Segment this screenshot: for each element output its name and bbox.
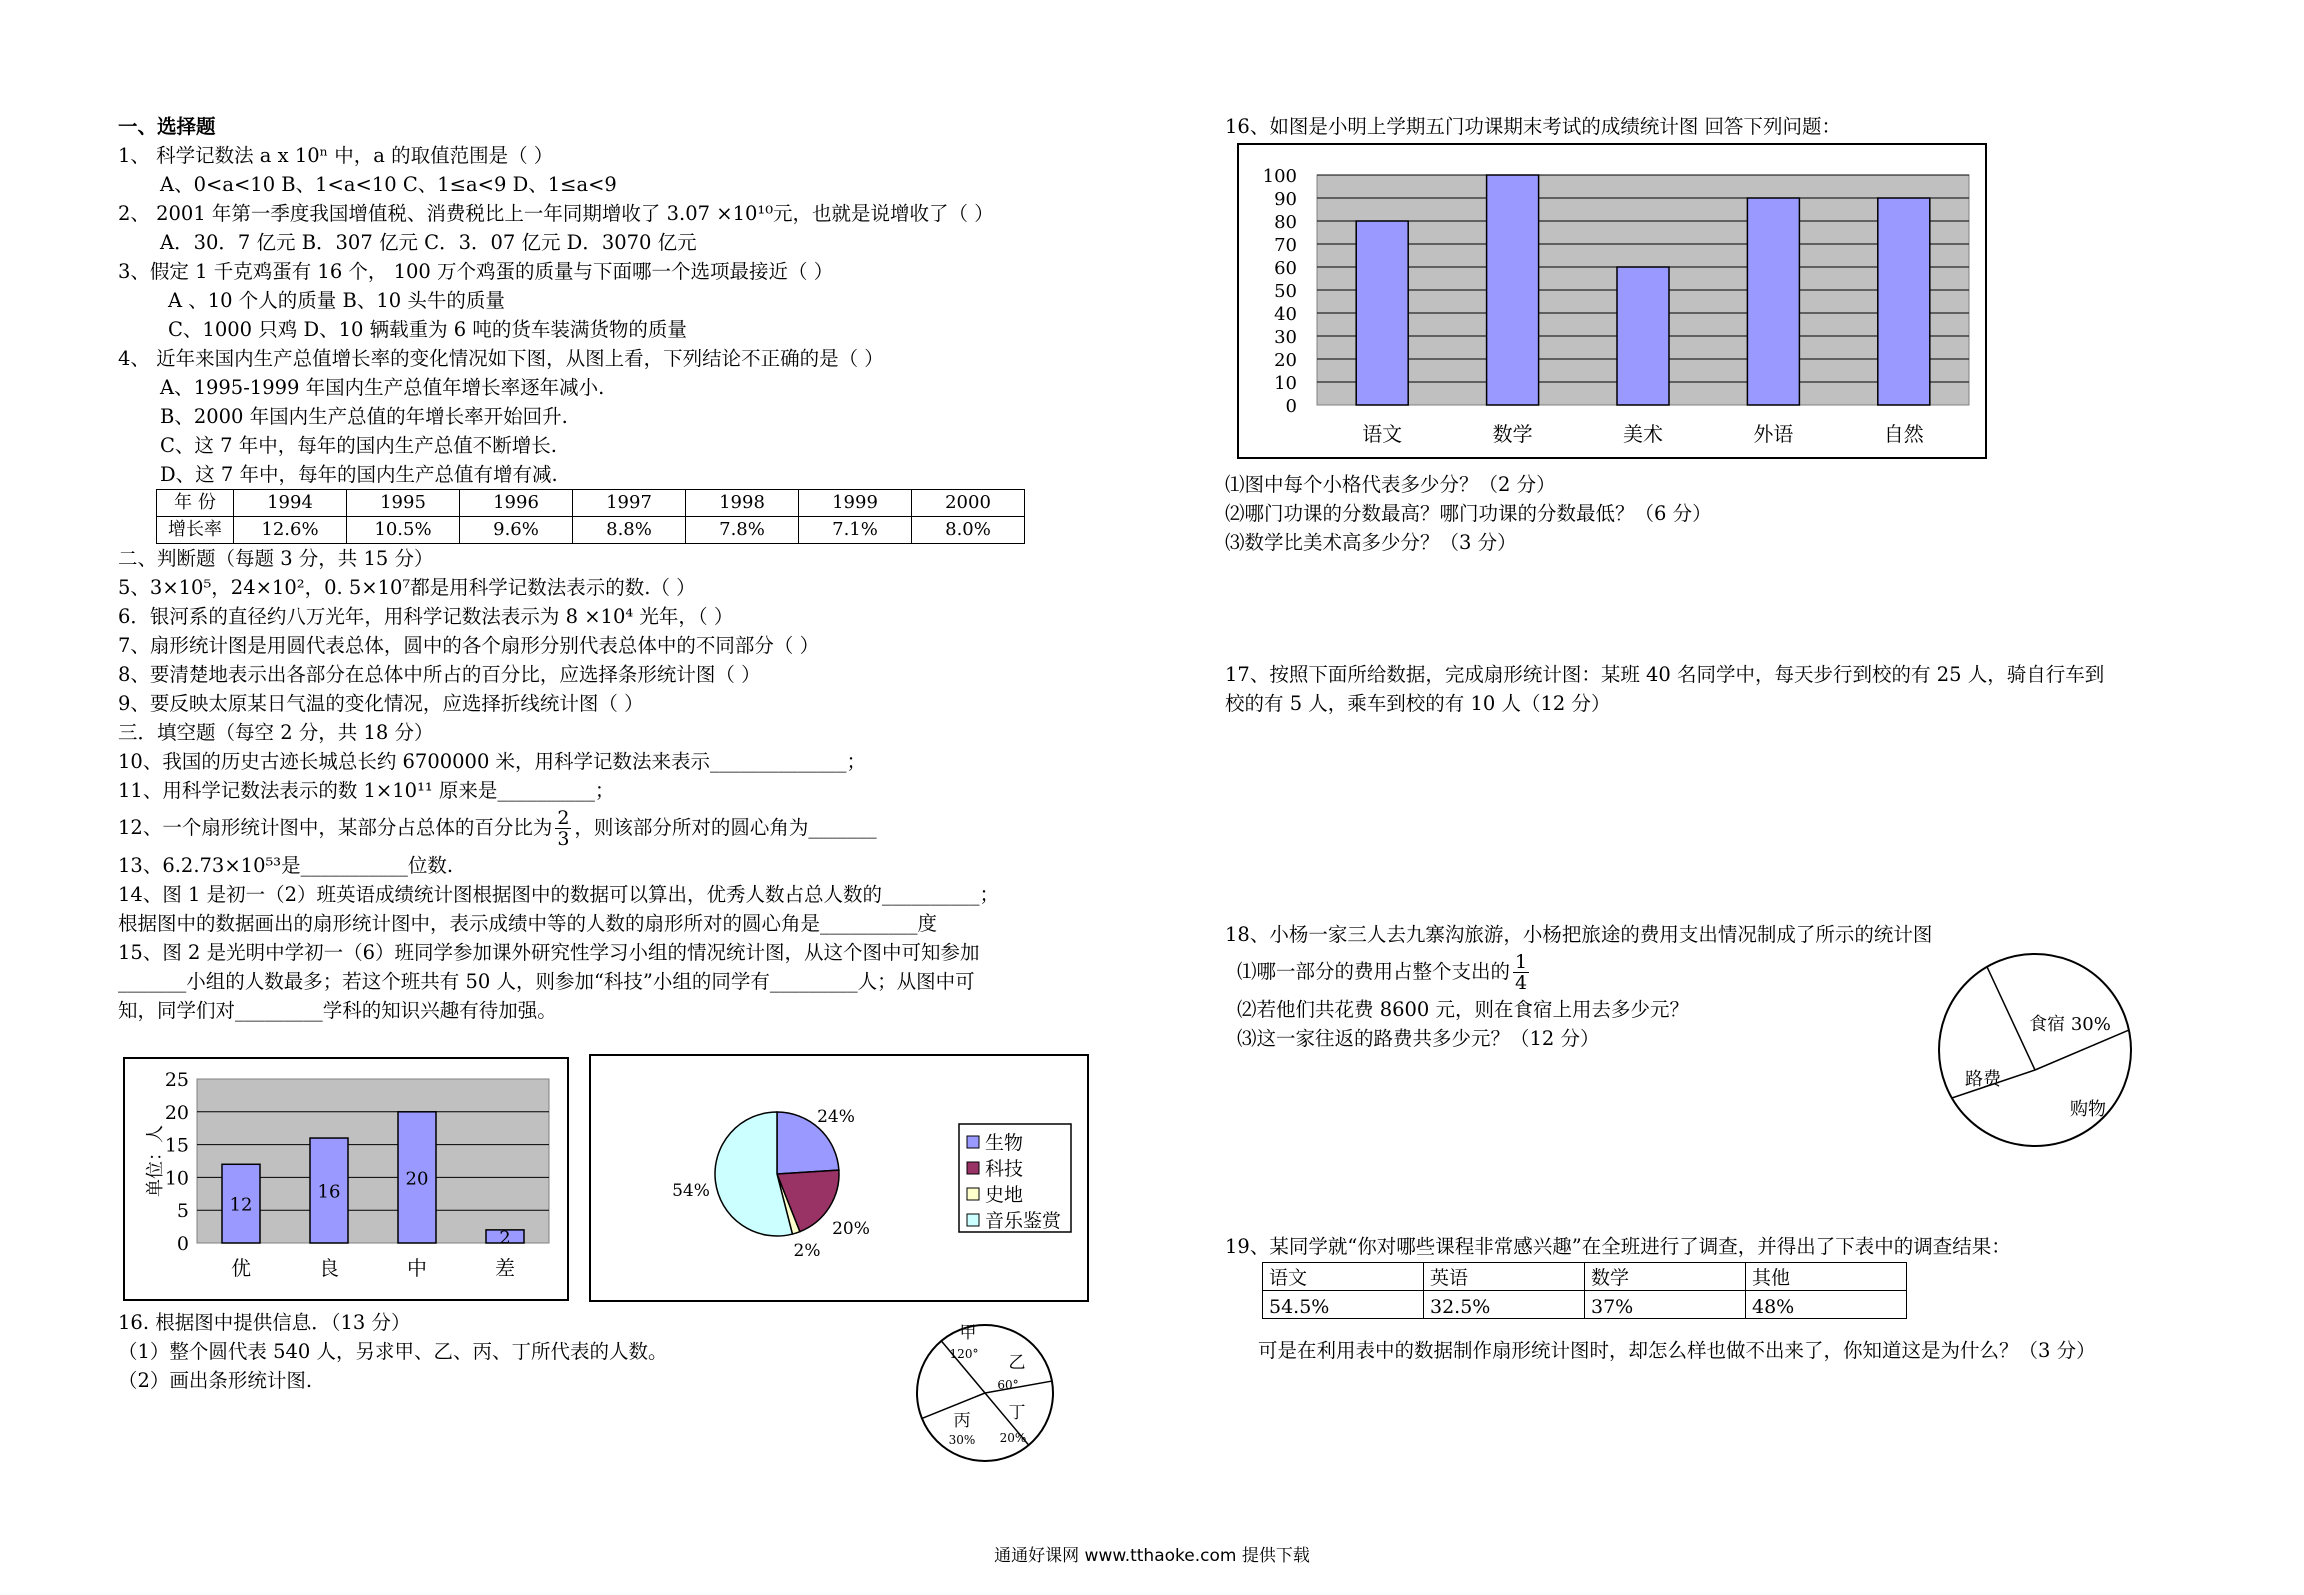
bar (1878, 198, 1930, 405)
q3-text: 3、假定 1 千克鸡蛋有 16 个， 100 万个鸡蛋的质量与下面哪一个选项最接近（ ） (118, 260, 834, 283)
interest-pie-chart (591, 1056, 1087, 1300)
y-tick-label: 0 (1285, 396, 1297, 417)
q6-text: 6．银河系的直径约八万光年，用科学记数法表示为 8 ×10⁴ 光年，（ ） (118, 605, 734, 628)
value-cell: 37% (1585, 1291, 1746, 1319)
x-category-label: 语文 (1362, 422, 1403, 446)
q16-item1: ⑴图中每个小格代表多少分？（2 分） (1225, 473, 1556, 496)
y-tick-label: 100 (1262, 166, 1297, 187)
q19-text: 19、某同学就“你对哪些课程非常感兴趣”在全班进行了调查，并得出了下表中的调查结果： (1225, 1235, 2011, 1258)
gdp-growth-table (156, 489, 1025, 544)
q9-text: 9、要反映太原某日气温的变化情况，应选择折线统计图（ ） (118, 692, 644, 715)
y-tick-label: 40 (1274, 304, 1297, 325)
q12-post: ，则该部分所对的圆心角为_______ (574, 816, 877, 839)
q1-options: A、0<a<10 B、1<a<10 C、1≤a<9 D、1≤a<9 (160, 173, 617, 196)
q16b-item1: （1）整个圆代表 540 人，另求甲、乙、丙、丁所代表的人数。 (118, 1340, 668, 1363)
q18-block (1225, 920, 1932, 1053)
year-cell: 1998 (686, 490, 799, 517)
subject-cell: 数学 (1585, 1263, 1746, 1291)
year-cell: 1997 (573, 490, 686, 517)
pie-category-label: 甲 (959, 1323, 977, 1343)
y-tick-label: 25 (164, 1069, 189, 1091)
q18-fraction (1513, 952, 1529, 993)
legend-label: 生物 (985, 1132, 1024, 1154)
rate-cell: 8.8% (573, 517, 686, 544)
bar (1356, 221, 1408, 405)
q15-line1: 15、图 2 是光明中学初一（6）班同学参加课外研究性学习小组的情况统计图，从这个图中可知参加 (118, 941, 980, 964)
q18-item3: ⑶这一家往返的路费共多少元？（12 分） (1237, 1027, 1600, 1050)
table-row (157, 490, 1025, 517)
fraction-denominator: 3 (557, 828, 570, 850)
x-category-label: 优 (231, 1256, 251, 1280)
q8-text: 8、要清楚地表示出各部分在总体中所占的百分比，应选择条形统计图（ ） (118, 663, 761, 686)
bar (1487, 175, 1539, 405)
year-cell: 2000 (912, 490, 1025, 517)
q1-text: 1、 科学记数法 a x 10ⁿ 中，a 的取值范围是（ ） (118, 144, 554, 167)
rate-cell: 10.5% (347, 517, 460, 544)
subject-cell: 英语 (1424, 1263, 1585, 1291)
pie-category-label: 丁 (1008, 1403, 1026, 1423)
bar-value-label: 2 (499, 1227, 511, 1249)
x-category-label: 数学 (1492, 422, 1533, 446)
q12-text (118, 805, 1098, 851)
q16-questions (1225, 470, 1712, 557)
value-cell: 48% (1746, 1291, 1907, 1319)
grade-bar-chart (125, 1059, 567, 1299)
pie-value-label: 路费 (1965, 1069, 2001, 1090)
section-choice-title: 一、选择题 (118, 115, 216, 138)
q16-item2: ⑵哪门功课的分数最高？哪门功课的分数最低？（6 分） (1225, 502, 1712, 525)
y-tick-label: 20 (1274, 350, 1297, 371)
section-judge-title: 二、判断题（每题 3 分，共 15 分） (118, 547, 434, 570)
legend-label: 史地 (985, 1184, 1024, 1206)
q16-item3: ⑶数学比美术高多少分？（3 分） (1225, 531, 1517, 554)
y-axis-label: 单位：人 (145, 1125, 166, 1197)
y-tick-label: 70 (1274, 235, 1297, 256)
q16b-block (118, 1308, 1018, 1395)
pie-value-label: 20% (999, 1431, 1027, 1445)
subject-cell: 其他 (1746, 1263, 1907, 1291)
q15-line3: 知，同学们对_________学科的知识兴趣有待加强。 (118, 999, 557, 1022)
q16b-title: 16. 根据图中提供信息．（13 分） (118, 1311, 411, 1334)
y-tick-label: 30 (1274, 327, 1297, 348)
q19-table (1262, 1262, 1907, 1319)
subject-cell: 语文 (1263, 1263, 1424, 1291)
y-tick-label: 90 (1274, 189, 1297, 210)
rate-cell: 7.8% (686, 517, 799, 544)
rate-header: 增长率 (157, 517, 234, 544)
pie-value-label: 30% (948, 1433, 976, 1447)
fraction-denominator: 4 (1515, 972, 1528, 994)
q11-text: 11、用科学记数法表示的数 1×10¹¹ 原来是__________； (118, 779, 615, 802)
legend-label: 科技 (985, 1158, 1024, 1180)
year-cell: 1995 (347, 490, 460, 517)
q16-text: 16、如图是小明上学期五门功课期末考试的成绩统计图 回答下列问题： (1225, 115, 1842, 138)
pie-value-label: 2% (793, 1241, 821, 1261)
y-tick-label: 80 (1274, 212, 1297, 233)
q4-option-b: B、2000 年国内生产总值的年增长率开始回升. (160, 405, 568, 428)
rate-cell: 12.6% (234, 517, 347, 544)
q12-pre: 12、一个扇形统计图中，某部分占总体的百分比为 (118, 816, 553, 839)
travel-pie-chart (1935, 950, 2135, 1150)
y-tick-label: 5 (176, 1200, 189, 1223)
rate-cell: 8.0% (912, 517, 1025, 544)
pie-value-label: 食宿 30% (2029, 1014, 2111, 1035)
legend-swatch (967, 1162, 979, 1174)
q3-options-ab: A 、10 个人的质量 B、10 头牛的质量 (168, 289, 505, 312)
legend-swatch (967, 1214, 979, 1226)
q4-option-d: D、这 7 年中，每年的国内生产总值有增有减. (160, 463, 558, 486)
y-tick-label: 15 (164, 1134, 189, 1157)
q16b-item2: （2）画出条形统计图. (118, 1369, 313, 1392)
bar (1617, 267, 1669, 405)
q4-option-a: A、1995-1999 年国内生产总值年增长率逐年减小. (160, 376, 605, 399)
q3-options-cd: C、1000 只鸡 D、10 辆载重为 6 吨的货车装满货物的质量 (168, 318, 687, 341)
bar-value-label: 20 (405, 1168, 429, 1190)
q17-line2: 校的有 5 人，乘车到校的有 10 人（12 分） (1225, 692, 1611, 715)
q13-text: 13、6.2.73×10⁵³是___________位数. (118, 854, 454, 877)
year-cell: 1994 (234, 490, 347, 517)
legend-label: 音乐鉴赏 (985, 1210, 1062, 1232)
pie-category-label: 乙 (1008, 1353, 1026, 1373)
rate-cell: 7.1% (799, 517, 912, 544)
rate-cell: 9.6% (460, 517, 573, 544)
score-bar-chart (1239, 145, 1985, 457)
pie-value-label: 24% (817, 1107, 855, 1127)
y-tick-label: 50 (1274, 281, 1297, 302)
x-category-label: 自然 (1883, 422, 1924, 446)
q18-text: 18、小杨一家三人去九寨沟旅游，小杨把旅途的费用支出情况制成了所示的统计图 (1225, 923, 1933, 946)
q4-option-c: C、这 7 年中，每年的国内生产总值不断增长. (160, 434, 557, 457)
jiayi-pie-chart (910, 1318, 1060, 1468)
table-row (1263, 1291, 1907, 1319)
left-column (118, 112, 1098, 1025)
x-category-label: 差 (495, 1256, 515, 1280)
y-tick-label: 60 (1274, 258, 1297, 279)
score-bar-chart-frame (1237, 143, 1987, 459)
y-tick-label: 20 (164, 1101, 189, 1124)
bar (1747, 198, 1799, 405)
year-header: 年 份 (157, 490, 234, 517)
x-category-label: 美术 (1623, 422, 1663, 446)
fraction-numerator: 1 (1515, 951, 1528, 973)
y-tick-label: 10 (164, 1167, 189, 1190)
pie-value-label: 20% (832, 1219, 870, 1239)
q4-text: 4、 近年来国内生产总值增长率的变化情况如下图，从图上看，下列结论不正确的是（ ） (118, 347, 884, 370)
q15-line2: _______小组的人数最多；若这个班共有 50 人，则参加“科技”小组的同学有_________人；从图中可 (118, 970, 975, 993)
section-fill-title: 三．填空题（每空 2 分，共 18 分） (118, 721, 434, 744)
value-cell: 54.5% (1263, 1291, 1424, 1319)
q14-line1: 14、图 1 是初一（2）班英语成绩统计图根据图中的数据可以算出，优秀人数占总人数的__________； (118, 883, 1000, 906)
table-row (1263, 1263, 1907, 1291)
q2-options: A．30．7 亿元 B．307 亿元 C．3．07 亿元 D．3070 亿元 (160, 231, 697, 254)
y-tick-label: 10 (1274, 373, 1297, 394)
x-category-label: 中 (407, 1256, 427, 1280)
q18-item2: ⑵若他们共花费 8600 元，则在食宿上用去多少元？ (1237, 998, 1690, 1021)
q18-item1 (1225, 949, 1932, 995)
pie-value-label: 120° (949, 1347, 979, 1361)
bar-value-label: 12 (229, 1194, 253, 1216)
q17-line1: 17、按照下面所给数据，完成扇形统计图：某班 40 名同学中，每天步行到校的有 25 人，骑自行车到 (1225, 663, 2105, 686)
pie-category-label: 丙 (953, 1411, 971, 1431)
pie-value-label: 54% (672, 1181, 710, 1201)
footer-source: 通通好课网 www.tthaoke.com 提供下载 (994, 1546, 1310, 1566)
q14-line2: 根据图中的数据画出的扇形统计图中，表示成绩中等的人数的扇形所对的圆心角是__________度 (118, 912, 938, 935)
interest-pie-chart-frame (589, 1054, 1089, 1302)
x-category-label: 良 (319, 1256, 339, 1280)
grade-bar-chart-frame (123, 1057, 569, 1301)
pie-value-label: 购物 (2070, 1099, 2106, 1120)
value-cell: 32.5% (1424, 1291, 1585, 1319)
q5-text: 5、3×10⁵，24×10²，0. 5×10⁷都是用科学记数法表示的数.（ ） (118, 576, 696, 599)
q18-item1-pre: ⑴哪一部分的费用占整个支出的 (1237, 960, 1511, 983)
q7-text: 7、扇形统计图是用圆代表总体，圆中的各个扇形分别代表总体中的不同部分（ ） (118, 634, 820, 657)
q19-tail: 可是在利用表中的数据制作扇形统计图时，却怎么样也做不出来了，你知道这是为什么？（3 分） (1258, 1339, 2096, 1362)
q17-block (1225, 660, 2104, 718)
fraction-numerator: 2 (557, 807, 570, 829)
q10-text: 10、我国的历史古迹长城总长约 6700000 米，用科学记数法来表示______________； (118, 750, 867, 773)
q2-text: 2、 2001 年第一季度我国增值税、消费税比上一年同期增收了 3.07 ×10¹⁰元，也就是说增收了（ ） (118, 202, 994, 225)
year-cell: 1996 (460, 490, 573, 517)
table-row (157, 517, 1025, 544)
legend-swatch (967, 1136, 979, 1148)
bar-value-label: 16 (317, 1181, 341, 1203)
x-category-label: 外语 (1753, 422, 1794, 446)
legend-swatch (967, 1188, 979, 1200)
year-cell: 1999 (799, 490, 912, 517)
q12-fraction (555, 808, 571, 849)
pie-value-label: 60° (997, 1378, 1019, 1392)
y-tick-label: 0 (176, 1233, 189, 1255)
